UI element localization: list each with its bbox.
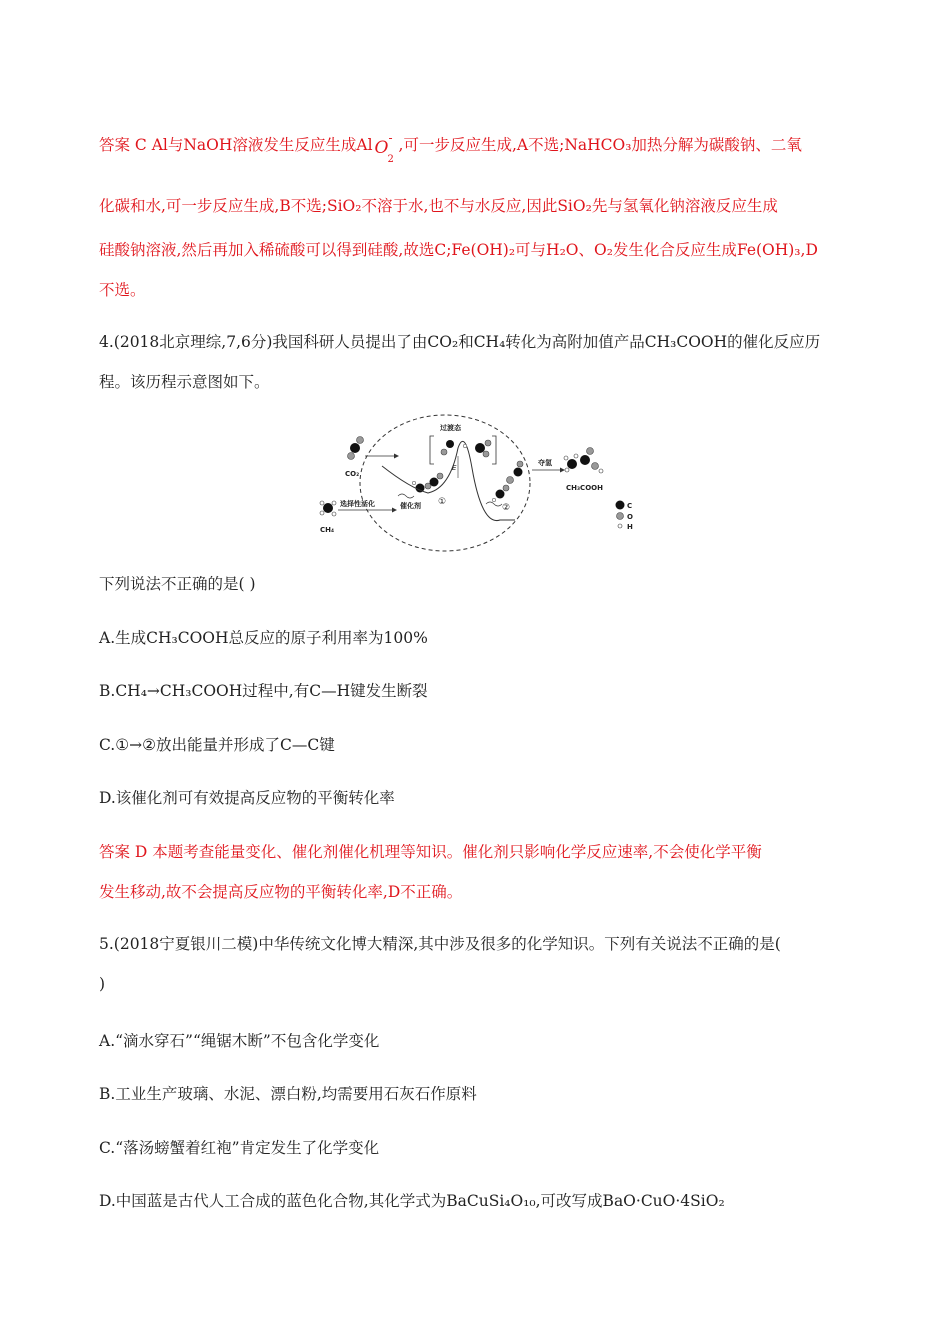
catalyst-label: 催化剂 bbox=[400, 502, 421, 510]
q4-option-a: A.生成CH₃COOH总反应的原子利用率为100% bbox=[99, 629, 428, 647]
q5-option-c: C.“落汤螃蟹着红袍”肯定发生了化学变化 bbox=[99, 1139, 380, 1157]
step2-label: ② bbox=[502, 503, 511, 513]
product-label: CH₃COOH bbox=[566, 484, 603, 492]
q5-stem-line2: ) bbox=[99, 975, 106, 993]
q4-answer-line1: 答案 D 本题考查能量变化、催化剂催化机理等知识。催化剂只影响化学反应速率,不会使化学平衡 bbox=[99, 843, 762, 861]
q5-stem-line1: 5.(2018宁夏银川二模)中华传统文化博大精深,其中涉及很多的化学知识。下列有关说法不正确的是( bbox=[99, 935, 781, 953]
q3-answer-line1 bbox=[99, 130, 850, 165]
ch4-label: CH₄ bbox=[320, 526, 335, 534]
aluminate-o2-formula bbox=[373, 130, 399, 165]
e-label: E bbox=[452, 464, 457, 472]
ch3cooh-molecule bbox=[564, 448, 603, 474]
q4-option-b: B.CH₄→CH₃COOH过程中,有C—H键发生断裂 bbox=[99, 682, 428, 700]
q4-option-c: C.①→②放出能量并形成了C—C键 bbox=[99, 736, 335, 754]
legend-o-label: O bbox=[627, 513, 633, 521]
q4-option-d: D.该催化剂可有效提高反应物的平衡转化率 bbox=[99, 789, 395, 807]
reaction-ellipse bbox=[360, 415, 530, 551]
ch4-molecule bbox=[320, 501, 336, 516]
legend-h-label: H bbox=[627, 523, 633, 531]
q4-stem-line2: 程。该历程示意图如下。 bbox=[99, 373, 270, 391]
q5-option-d: D.中国蓝是古代人工合成的蓝色化合物,其化学式为BaCuSi₄O₁₀,可改写成BaO·CuO·4SiO₂ bbox=[99, 1192, 725, 1210]
o2-letter: O bbox=[374, 138, 389, 158]
q5-option-a: A.“滴水穿石”“绳锯木断”不包含化学变化 bbox=[99, 1032, 380, 1050]
q3-answer-text-a: 答案 C Al与NaOH溶液发生反应生成Al bbox=[99, 136, 373, 154]
reaction-mechanism-diagram bbox=[310, 408, 640, 553]
take-h-label: 夺氢 bbox=[538, 459, 552, 467]
q3-answer-line4: 不选。 bbox=[99, 281, 146, 299]
q3-answer-line2: 化碳和水,可一步反应生成,B不选;SiO₂不溶于水,也不与水反应,因此SiO₂先与氢氧化钠溶液反应生成 bbox=[99, 197, 778, 215]
q4-ask: 下列说法不正确的是( ) bbox=[99, 575, 256, 593]
q3-answer-line3: 硅酸钠溶液,然后再加入稀硫酸可以得到硅酸,故选C;Fe(OH)₂可与H₂O、O₂发生化合反应生成Fe(OH)₃,D bbox=[99, 241, 818, 259]
q5-option-b: B.工业生产玻璃、水泥、漂白粉,均需要用石灰石作原料 bbox=[99, 1085, 477, 1103]
q3-answer-text-b: ,可一步反应生成,A不选;NaHCO₃加热分解为碳酸钠、二氧 bbox=[398, 136, 802, 154]
select-activation-label: 选择性活化 bbox=[340, 500, 375, 508]
co2-molecule bbox=[348, 437, 364, 460]
legend-c-label: C bbox=[627, 502, 633, 510]
transition-state-label: 过渡态 bbox=[440, 424, 461, 432]
step1-label: ① bbox=[438, 497, 447, 507]
q4-stem-line1: 4.(2018北京理综,7,6分)我国科研人员提出了由CO₂和CH₄转化为高附加值产品CH₃COOH的催化反应历 bbox=[99, 333, 821, 351]
o2-subscript: 2 bbox=[387, 154, 394, 165]
o2-superscript: - bbox=[388, 131, 393, 145]
q4-answer-line2: 发生移动,故不会提高反应物的平衡转化率,D不正确。 bbox=[99, 883, 463, 901]
co2-label: CO₂ bbox=[345, 470, 360, 478]
